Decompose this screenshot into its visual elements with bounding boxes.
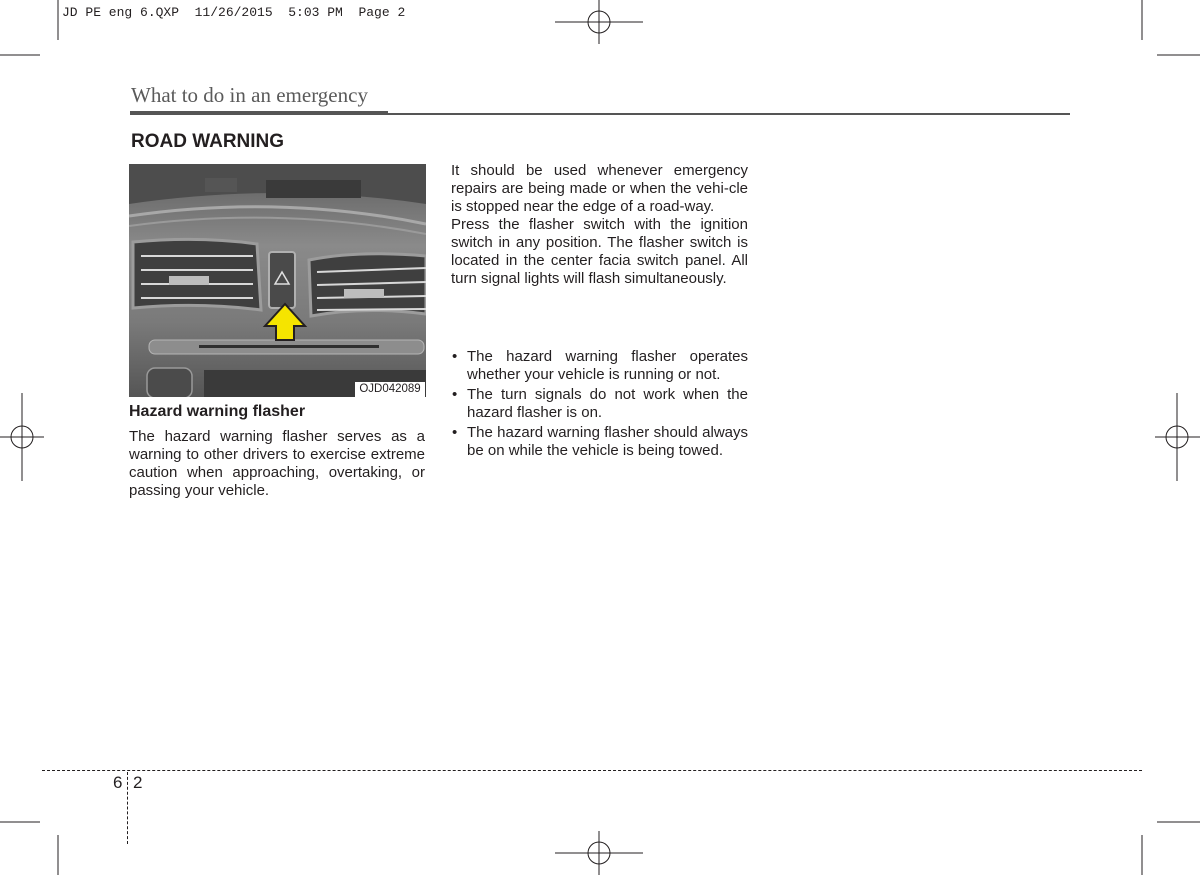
- title-rule-accent: [130, 111, 388, 115]
- chapter-number: 6: [113, 773, 123, 792]
- right-column: [451, 162, 748, 288]
- subheading: Hazard warning flasher: [129, 403, 306, 420]
- registration-mark-bottom: [555, 831, 643, 875]
- dashboard-illustration: [129, 164, 426, 397]
- page-heading: ROAD WARNING: [131, 131, 285, 152]
- bullet-icon: •: [452, 348, 458, 365]
- bullet-list: [451, 348, 748, 462]
- operation-paragraph: Press the flasher switch with the ignition switch in any position. The flasher switch is located in the center facia switch panel. All turn signal lights will flash simultaneously.: [451, 216, 748, 287]
- figure-code: OJD042089: [355, 382, 425, 397]
- registration-mark-left: [0, 393, 44, 481]
- page-number: 2: [133, 773, 143, 792]
- print-slug: JD PE eng 6.QXP 11/26/2015 5:03 PM Page 2: [62, 5, 406, 20]
- intro-paragraph: The hazard warning flasher serves as a warning to other drivers to exercise extreme caution when approaching, overtaking, or passing your vehicle.: [129, 428, 425, 499]
- bullet-icon: •: [452, 386, 458, 403]
- bullet-icon: •: [452, 424, 458, 441]
- usage-paragraph: It should be used whenever emergency repairs are being made or when the vehi-cle is stopped near the edge of a road-way.: [451, 162, 748, 215]
- registration-mark-top: [555, 0, 643, 44]
- page-number-separator: [127, 772, 128, 844]
- section-title: What to do in an emergency: [131, 83, 368, 107]
- footer-rule: [42, 770, 1142, 771]
- list-item: • The hazard warning flasher should always be on while the vehicle is being towed.: [452, 424, 748, 459]
- registration-mark-right: [1155, 393, 1200, 481]
- dashboard-figure: [129, 164, 426, 397]
- list-item: • The hazard warning flasher operates whether your vehicle is running or not.: [452, 348, 748, 383]
- list-item: • The turn signals do not work when the hazard flasher is on.: [452, 386, 748, 421]
- title-rule: [388, 113, 1070, 115]
